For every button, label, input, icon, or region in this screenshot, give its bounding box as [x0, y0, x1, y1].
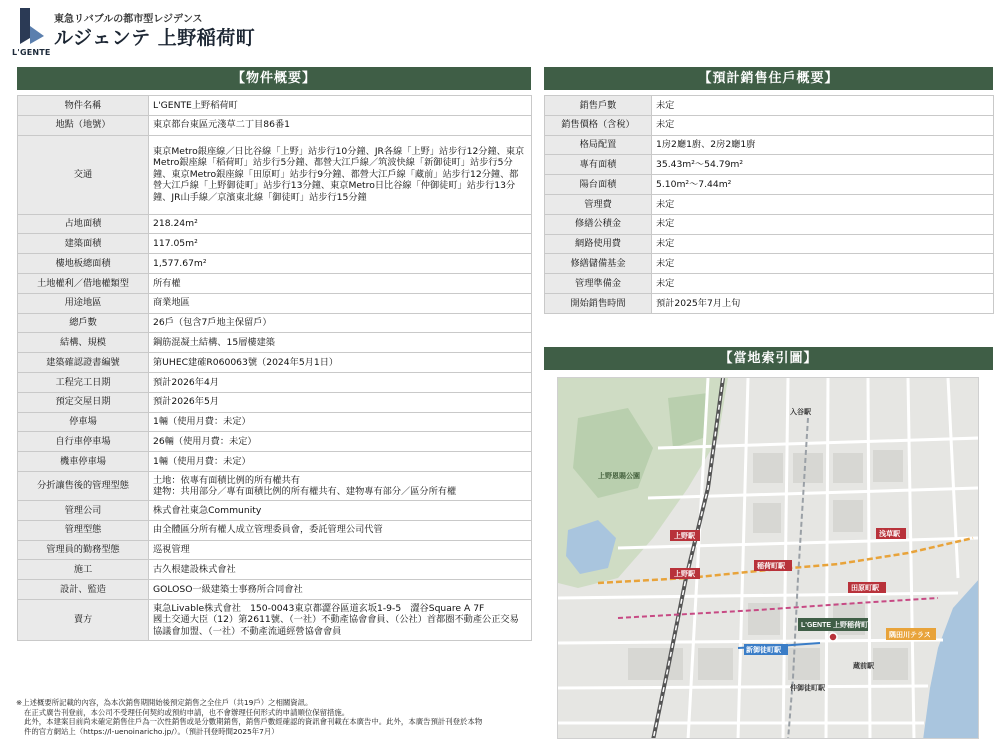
- overview-row-label: 占地面積: [18, 214, 149, 234]
- overview-row: [18, 254, 532, 274]
- property-label: L'GENTE 上野稲荷町: [801, 622, 868, 629]
- sales-row: [545, 274, 994, 294]
- sales-row-label: 修繕公積金: [545, 214, 652, 234]
- overview-row-value: 巡視管理: [149, 540, 532, 560]
- sales-row-value: 未定: [652, 115, 994, 135]
- overview-row-value: 預計2026年5月: [149, 392, 532, 412]
- overview-row-label: 分折讓售後的管理型態: [18, 471, 149, 500]
- overview-row-label: 設計、監造: [18, 580, 149, 600]
- overview-row-value: 1,577.67m²: [149, 254, 532, 274]
- sales-row: [545, 234, 994, 254]
- overview-row: [18, 214, 532, 234]
- brand-subtitle: 東急リバブルの都市型レジデンス: [54, 14, 203, 25]
- sales-row: [545, 175, 994, 195]
- kuramae-station-label: 蔵前駅: [853, 663, 874, 670]
- sales-row: [545, 135, 994, 155]
- overview-row-value: 古久根建設株式會社: [149, 560, 532, 580]
- overview-row-value: 株式會社東急Community: [149, 500, 532, 520]
- overview-row-label: 管理公司: [18, 500, 149, 520]
- overview-row-label: 預定交屋日期: [18, 392, 149, 412]
- sales-row-label: 開始銷售時間: [545, 293, 652, 313]
- overview-row: [18, 372, 532, 392]
- sales-row-label: 修繕儲備基金: [545, 254, 652, 274]
- location-map[interactable]: [557, 377, 979, 739]
- overview-row: [18, 293, 532, 313]
- sales-row-value: 1房2廳1廚、2房2廳1廚: [652, 135, 994, 155]
- overview-row: [18, 333, 532, 353]
- overview-row: [18, 234, 532, 254]
- sales-table: [544, 95, 994, 314]
- overview-row: [18, 560, 532, 580]
- ueno-station-label-2: 上野駅: [674, 571, 695, 578]
- overview-row: [18, 520, 532, 540]
- overview-row-value: 土地：依專有面積比例的所有權共有 建物：共用部分／專有面積比例的所有權共有、建物專有部分／區分所有權: [149, 471, 532, 500]
- overview-row-value: 1輛（使用月費：未定）: [149, 452, 532, 472]
- overview-row: [18, 500, 532, 520]
- sales-row-label: 網路使用費: [545, 234, 652, 254]
- overview-row: [18, 599, 532, 640]
- sales-row-label: 銷售戶數: [545, 96, 652, 116]
- sales-title: 【預計銷售住戶概要】: [544, 67, 993, 90]
- overview-row-label: 土地權利／借地權類型: [18, 273, 149, 293]
- brand-header: [8, 6, 368, 58]
- sales-row-label: 管理費: [545, 194, 652, 214]
- overview-row-label: 樓地板總面積: [18, 254, 149, 274]
- overview-row-value: 117.05m²: [149, 234, 532, 254]
- overview-row-label: 地點（地號）: [18, 115, 149, 135]
- overview-row-label: 管理型態: [18, 520, 149, 540]
- sales-row-value: 未定: [652, 234, 994, 254]
- logo-mark-icon: [16, 8, 44, 46]
- overview-title: 【物件概要】: [17, 67, 531, 90]
- overview-row-value: 26戶（包含7戶地主保留戶）: [149, 313, 532, 333]
- overview-row-value: 東京Metro銀座線／日比谷線「上野」站步行10分鐘、JR各線「上野」站步行12分鐘、東京Metro銀座線「稻荷町」站步行5分鐘、都營大江戶線／筑波快線「新御徒町」站步行5分鐘、東京Metro銀座線「田原町」站步行9分鐘、都營大江戶線「藏前」站步行12分鐘、都營大江戶線「上野御徒町」站步行13分鐘、東京Metro日比谷線「仲御徒町」站步行13分鐘、JR山手線／京濱東北線「御徒町」站步行15分鐘: [149, 135, 532, 214]
- overview-table: [17, 95, 532, 641]
- overview-row-label: 管理員的勤務型態: [18, 540, 149, 560]
- sales-row-value: 未定: [652, 194, 994, 214]
- overview-row-value: GOLOSO一級建築士事務所合同會社: [149, 580, 532, 600]
- overview-row: [18, 313, 532, 333]
- overview-row-value: 鋼筋混凝土結構、15層樓建築: [149, 333, 532, 353]
- sales-row: [545, 155, 994, 175]
- sales-row-label: 格局配置: [545, 135, 652, 155]
- iriya-station-label: 入谷駅: [790, 409, 811, 416]
- overview-row-value: L'GENTE上野稻荷町: [149, 96, 532, 116]
- sales-row-value: 未定: [652, 96, 994, 116]
- overview-row: [18, 115, 532, 135]
- overview-row-value: 商業地區: [149, 293, 532, 313]
- overview-row-label: 建築確認證書編號: [18, 353, 149, 373]
- footnote-line-3: 此外，本建案目前尚未確定銷售住戶為一次性銷售或是分數期銷售，銷售戶數經確認的資訊會刊載在本廣告中。此外，本廣告預計刊登於本物: [24, 717, 483, 727]
- overview-row: [18, 273, 532, 293]
- overview-row: [18, 432, 532, 452]
- overview-row-label: 賣方: [18, 599, 149, 640]
- sales-row: [545, 115, 994, 135]
- tawaramachi-station-label: 田原町駅: [851, 585, 879, 592]
- footnote-line-2: 在正式廣告刊登前，本公司不受理任何契約或預約申請，也不會辦理任何形式的申請順位保留措施。: [24, 707, 350, 717]
- asakusa-station-label: 浅草駅: [879, 531, 900, 538]
- sales-row: [545, 293, 994, 313]
- sales-row-value: 未定: [652, 214, 994, 234]
- sales-row-value: 35.43m²～54.79m²: [652, 155, 994, 175]
- overview-row-label: 用途地區: [18, 293, 149, 313]
- ueno-station-label: 上野駅: [674, 533, 695, 540]
- sumida-terrace-label: 隅田川テラス: [889, 632, 931, 639]
- inaricho-station-label: 稲荷町駅: [757, 563, 785, 570]
- overview-row: [18, 96, 532, 116]
- overview-row-value: 由全體區分所有權人成立管理委員會，委託管理公司代管: [149, 520, 532, 540]
- ueno-park-label: 上野恩賜公園: [598, 473, 640, 480]
- overview-row-value: 26輛（使用月費：未定）: [149, 432, 532, 452]
- overview-row-label: 工程完工日期: [18, 372, 149, 392]
- overview-row-value: 218.24m²: [149, 214, 532, 234]
- overview-row-label: 建築面積: [18, 234, 149, 254]
- overview-row-value: 第UHEC建確R060063號（2024年5月1日）: [149, 353, 532, 373]
- sales-row: [545, 214, 994, 234]
- overview-row: [18, 540, 532, 560]
- overview-row-value: 預計2026年4月: [149, 372, 532, 392]
- okachimachi-station-label: 仲御徒町駅: [790, 685, 825, 692]
- overview-row-value: 東京都台東區元淺草二丁目86番1: [149, 115, 532, 135]
- sales-row-value: 未定: [652, 274, 994, 294]
- overview-row-label: 停車場: [18, 412, 149, 432]
- shin-okachimachi-station-label: 新御徒町駅: [746, 647, 781, 654]
- overview-row: [18, 471, 532, 500]
- overview-row-label: 總戶數: [18, 313, 149, 333]
- overview-row: [18, 135, 532, 214]
- overview-row: [18, 392, 532, 412]
- map-title: 【當地索引圖】: [544, 347, 993, 370]
- sales-row: [545, 194, 994, 214]
- overview-row: [18, 353, 532, 373]
- overview-row-value: 所有權: [149, 273, 532, 293]
- lgente-logo: [12, 8, 51, 58]
- overview-row-value: 東急Livable株式會社 150-0043東京都澀谷區道玄坂1-9-5 澀谷Square A 7F 國土交通大臣（12）第2611號、（一社）不動產協會會員、（公社）首都圈不動產公正交易協議會加盟、（一社）不動產流通經營協會會員: [149, 599, 532, 640]
- property-pin-icon: [829, 633, 837, 641]
- sales-row-label: 銷售價格（含稅）: [545, 115, 652, 135]
- sales-row-label: 管理準備金: [545, 274, 652, 294]
- overview-row-value: 1輛（使用月費：未定）: [149, 412, 532, 432]
- brand-name: ルジェンテ 上野稲荷町: [54, 27, 256, 49]
- overview-row-label: 交通: [18, 135, 149, 214]
- overview-row-label: 結構、規模: [18, 333, 149, 353]
- overview-row-label: 施工: [18, 560, 149, 580]
- footnote-line-1: ※上述概要所記載的內容，為本次銷售期開始後預定銷售之全住戶（共19戶）之相關資訊。: [16, 698, 313, 707]
- logo-text: L'GENTE: [12, 48, 51, 57]
- sales-row-label: 專有面積: [545, 155, 652, 175]
- sales-row-value: 未定: [652, 254, 994, 274]
- sales-row-value: 預計2025年7月上旬: [652, 293, 994, 313]
- sales-row-label: 陽台面積: [545, 175, 652, 195]
- sales-row: [545, 96, 994, 116]
- sales-row-value: 5.10m²～7.44m²: [652, 175, 994, 195]
- overview-row-label: 自行車停車場: [18, 432, 149, 452]
- overview-row: [18, 452, 532, 472]
- footnote-line-4: 件的官方網站上（https://l-uenoinaricho.jp/）。（預計刊登時間2025年7月）: [24, 726, 279, 736]
- overview-row-label: 機車停車場: [18, 452, 149, 472]
- sales-row: [545, 254, 994, 274]
- overview-row-label: 物件名稱: [18, 96, 149, 116]
- overview-row: [18, 412, 532, 432]
- map-canvas[interactable]: [558, 378, 979, 739]
- footnote: [16, 698, 532, 736]
- overview-row: [18, 580, 532, 600]
